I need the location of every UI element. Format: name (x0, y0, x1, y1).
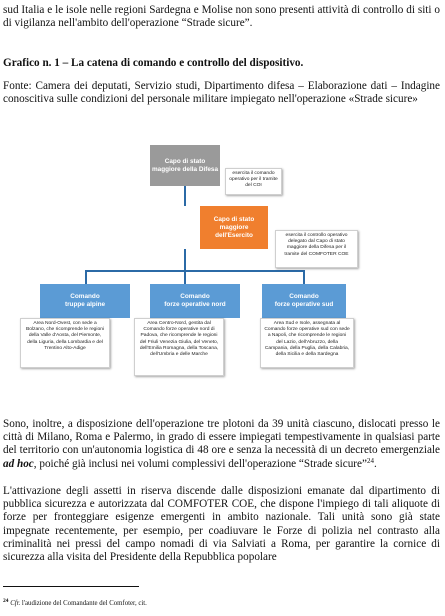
box-command-south (262, 284, 346, 318)
connector-left-drop (85, 270, 87, 284)
box-command-alpine (40, 284, 130, 318)
body-paragraph-1 (3, 418, 440, 471)
connector-main-vertical (184, 249, 186, 271)
figure-source: Fonte: Camera dei deputati, Servizio studi, Dipartimento difesa – Elaborazione dati – Indagine conoscitiva sulle condizioni del personale militare impiegato nell'operazione «Strade sicure» (3, 80, 440, 105)
note-chief-of-defence (225, 168, 282, 195)
footnote-24 (3, 600, 147, 607)
connector-center-drop (184, 270, 186, 284)
box-chief-of-army-title: Capo di stato maggiore dell'Esercito (213, 215, 255, 239)
connector-right-drop (303, 270, 305, 284)
box-chief-of-defence-title: Capo di stato maggiore della Difesa (151, 157, 219, 173)
footnote-separator (3, 586, 139, 587)
body-paragraph-1-main: Sono, inoltre, a disposizione dell'operazione tre plotoni da 39 unità ciascuno, dislocati presso le città di Milano, Roma e Palermo, in grado di essere impiegati tempestivamente in qualsiasi parte del territorio con un'autonomia logistica di 48 ore e senza la necessità di un decreto emergenziale (3, 418, 440, 457)
footnote-text: l'audizione del Comandante del Comfoter, cit. (20, 600, 147, 607)
box-command-alpine-line2: truppe alpine (64, 301, 106, 308)
box-command-alpine-line1: Comando (70, 293, 100, 300)
body-paragraph-2: L'attivazione degli assetti in riserva discende dalle disposizioni emanate dal dipartimento di pubblica sicurezza e autorizzata dal COMFOTER COE, che dispone l'impiego di tali aliquote di forze per fronteggiare esigenze emergenti in ambito nazionale. Tali unità sono già state impegnate recentemente, per esempio, per coadiuvare le Forze di polizia nel contrasto alla criminalità nei pressi del campo nomadi di via Salviati a Roma, per garantire la cornice di sicurezza alla visita del Presidente della Repubblica popolare (3, 485, 440, 564)
note-command-north-text: Area Centro-Nord, gestita dal Comando forze operative nord di Padova, che ricomprende le regioni del Friuli Venezia Giulia, del Veneto, dell'Emilia Romagna, della Toscana, dell'Umbria e delle Marche (139, 321, 219, 358)
box-chief-of-army (200, 206, 268, 249)
note-command-north (134, 318, 224, 376)
body-paragraph-1-italic: ad hoc (3, 457, 34, 470)
note-chief-of-army-text: esercita il controllo operativo delegato dal Capo di stato maggiore della Difesa per il tramite del COMFOTER COE (284, 233, 349, 257)
connector-horizontal (85, 270, 304, 272)
note-command-south (260, 318, 354, 368)
figure-heading: Grafico n. 1 – La catena di comando e controllo del dispositivo. (3, 57, 304, 69)
box-chief-of-defence (150, 145, 220, 186)
box-command-north (150, 284, 240, 318)
body-paragraph-1-end: . (373, 457, 377, 470)
note-command-south-text: Area Sud e Isole, assegnata al Comando forze operative sud con sede a Napoli, che ricomprende le regioni del Lazio, dell'Abruzzo, della Campania, della Puglia, della Calabria, della Sicilia e della Sardegna (264, 321, 350, 358)
box-command-north-line1: Comando (180, 293, 210, 300)
note-chief-of-defence-text: esercita il comando operativo per il tramite del COI (229, 171, 278, 189)
note-chief-of-army (275, 230, 358, 268)
box-command-south-line1: Comando (289, 293, 319, 300)
footnote-number: 24 (3, 598, 9, 604)
note-command-alpine (20, 318, 110, 368)
box-command-north-line2: forze operative nord (164, 301, 226, 308)
footnote-cf: Cfr. (10, 600, 21, 607)
note-command-alpine-text: Area Nord-Ovest, con sede a Bolzano, che ricomprende le regioni della Valle d'Aosta, del Piemonte, della Liguria, della Lombardia e del Trentino Alto-Adige (25, 321, 105, 351)
footnote-ref-24[interactable]: 24 (366, 456, 374, 465)
body-paragraph-1-tail: , poiché già inclusi nei volumi complessivi dell'operazione “Strade sicure” (33, 457, 367, 470)
box-command-south-line2: forze operative sud (274, 301, 334, 308)
connector-top-vertical (184, 186, 186, 206)
intro-paragraph: sud Italia e le isole nelle regioni Sardegna e Molise non sono presenti attività di controllo di siti o di vigilanza nell'ambito dell'operazione “Strade sicure”. (3, 4, 440, 30)
